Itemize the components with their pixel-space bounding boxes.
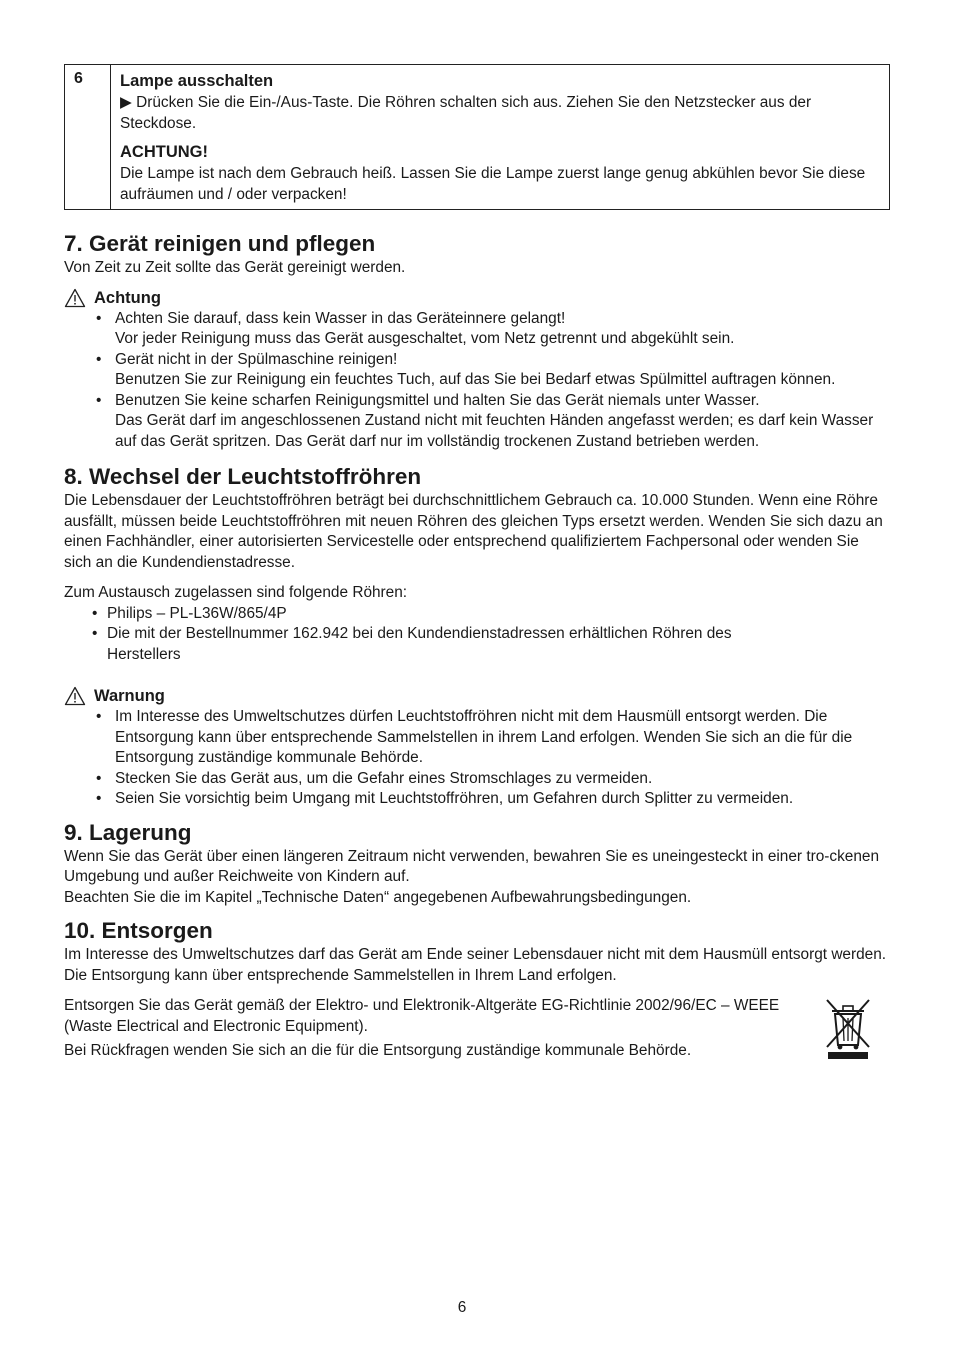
step-table	[64, 64, 890, 210]
section-10-p2: Entsorgen Sie das Gerät gemäß der Elektro- und Elektronik-Altgeräte EG-Richtlinie 2002/96/EC – WEEE (Waste Electrical and Electronic Equipment).	[64, 997, 780, 1035]
warning-label: Warnung	[94, 687, 165, 705]
step-warning-title: ACHTUNG!	[120, 143, 208, 161]
list-item: • Benutzen Sie keine scharfen Reinigungsmittel und halten Sie das Gerät niemals unter Wasser. Das Gerät darf im angeschlossenen Zustand nicht mit feuchten Händen angefasst werden; es darf kein Wasser auf das Gerät spritzen. Das Gerät darf nur im vollständig trockenen Zustand betrieben werden.	[96, 391, 874, 450]
step-number: 6	[65, 65, 111, 209]
step-body	[111, 65, 889, 209]
warning-triangle-icon	[64, 288, 86, 308]
weee-text	[64, 996, 804, 1062]
section-9-p1: Wenn Sie das Gerät über einen längeren Zeitraum nicht verwenden, bewahren Sie es uneingesteckt in einer tro-ckenen Umgebung und außer Reichweite von Kindern auf.	[64, 847, 880, 885]
section-7-intro: Von Zeit zu Zeit sollte das Gerät gereinigt werden.	[64, 259, 406, 276]
step-warning-text: Die Lampe ist nach dem Gebrauch heiß. Lassen Sie die Lampe zuerst lange genug abkühlen bevor Sie diese aufräumen und / oder verpacken!	[120, 165, 866, 203]
bullet: •	[96, 350, 102, 368]
warning-list	[64, 707, 890, 810]
list-item: • Im Interesse des Umweltschutzes dürfen Leuchtstoffröhren nicht mit dem Hausmüll entsorgt werden. Die Entsorgung kann über entsprechende Sammelstellen in ihrem Land erfolgen. Wenden Sie sich an die für die Entsorgung zuständige kommunale Behörde.	[96, 708, 853, 766]
section-8-paragraph: Die Lebensdauer der Leuchtstoffröhren beträgt bei durchschnittlichem Gebrauch ca. 10.000 Stunden. Wenn eine Röhre ausfällt, müssen beide Leuchtstoffröhren mit neuen Röhren des gleichen Typs ersetzt werden. Wenden Sie sich dazu an einen Fachhändler, einer autorisierten Servicestelle oder entsprechend qualifiziertem Fachpersonal oder wenden Sie sich an die Kundendienstadresse.	[64, 492, 883, 571]
section-10-heading: 10. Entsorgen	[64, 918, 213, 943]
section-7-heading: 7. Gerät reinigen und pflegen	[64, 231, 376, 256]
tubes-list	[64, 604, 804, 666]
page-number: 6	[457, 1299, 467, 1316]
list-item: • Die mit der Bestellnummer 162.942 bei den Kundendienstadressen erhältlichen Röhren des Herstellers	[92, 625, 732, 663]
caution-label: Achtung	[94, 288, 161, 307]
caution-list	[64, 309, 890, 453]
warning-heading	[64, 685, 890, 707]
step-instruction: ▶ Drücken Sie die Ein-/Aus-Taste. Die Röhren schalten sich aus. Ziehen Sie den Netzstecker aus der Steckdose.	[120, 94, 812, 132]
warning-triangle-icon	[64, 686, 86, 706]
list-item: • Gerät nicht in der Spülmaschine reinigen! Benutzen Sie zur Reinigung ein feuchtes Tuch, auf das Sie bei Bedarf etwas Spülmittel auftragen können.	[96, 350, 836, 388]
section-10-p3: Bei Rückfragen wenden Sie sich an die für die Entsorgung zuständige kommunale Behörde.	[64, 1042, 692, 1059]
section-9-heading: 9. Lagerung	[64, 819, 192, 845]
step-title: Lampe ausschalten	[120, 72, 274, 90]
bullet: •	[96, 391, 102, 409]
list-item: • Stecken Sie das Gerät aus, um die Gefahr eines Stromschlages zu vermeiden.	[96, 769, 653, 787]
bullet: •	[96, 309, 102, 327]
document-page	[64, 64, 890, 1062]
caution-heading	[64, 287, 890, 309]
list-item: • Achten Sie darauf, dass kein Wasser in das Geräteinnere gelangt! Vor jeder Reinigung muss das Gerät ausgeschaltet, vom Netz getrennt und abgekühlt sein.	[96, 309, 735, 347]
weee-row	[64, 996, 890, 1062]
weee-crossed-bin-icon	[824, 997, 872, 1059]
list-item: • Philips – PL-L36W/865/4P	[92, 604, 287, 622]
section-8-heading: 8. Wechsel der Leuchtstoffröhren	[64, 464, 422, 489]
tubes-intro: Zum Austausch zugelassen sind folgende Röhren:	[64, 584, 408, 601]
list-item: • Seien Sie vorsichtig beim Umgang mit Leuchtstoffröhren, um Gefahren durch Splitter zu vermeiden.	[96, 790, 794, 807]
section-10-p1: Im Interesse des Umweltschutzes darf das Gerät am Ende seiner Lebensdauer nicht mit dem Hausmüll entsorgt werden. Die Entsorgung kann über entsprechende Sammelstellen in Ihrem Land erfolgen.	[64, 946, 887, 984]
section-9-p2: Beachten Sie die im Kapitel „Technische Daten“ angegebenen Aufbewahrungsbedingungen.	[64, 888, 692, 906]
